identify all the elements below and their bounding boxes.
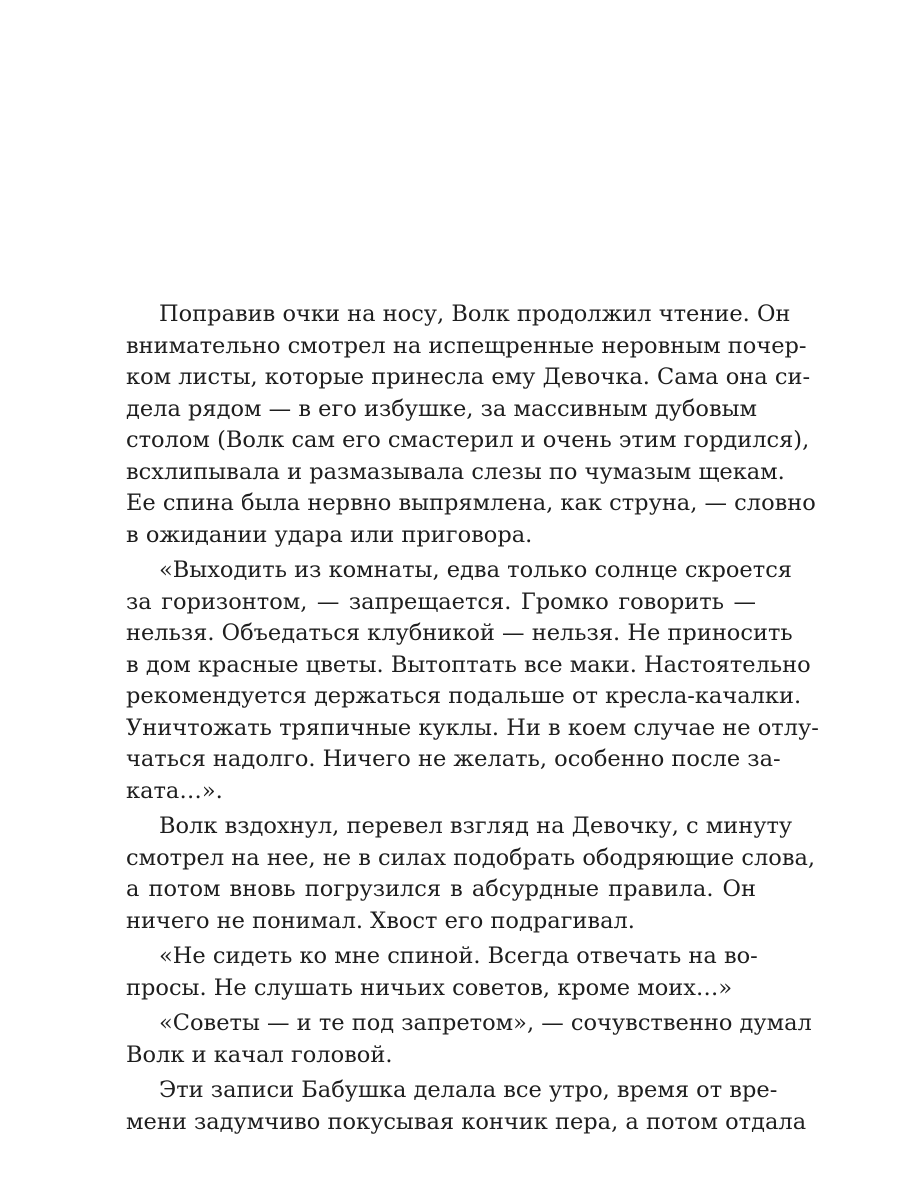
paragraph: [126, 941, 756, 1004]
text-line: Волк вздохнул, перевел взгляд на Девочку, с минуту: [159, 813, 793, 839]
text-line: Эти записи Бабушка делала все утро, время от вре-: [159, 1077, 778, 1103]
paragraph: [126, 555, 819, 807]
paragraph: [126, 1075, 807, 1138]
paragraph: [126, 1008, 812, 1071]
paragraph: [126, 299, 816, 551]
text-line: за горизонтом, — запрещается. Громко говорить —: [126, 588, 756, 615]
body-text: [126, 299, 819, 1138]
text-line: «Выходить из комнаты, едва только солнце скроется: [159, 557, 792, 583]
text-line: просы. Не слушать ничьих советов, кроме моих…»: [126, 974, 733, 1001]
text-line: смотрел на нее, не в силах подобрать ободряющие слова,: [126, 844, 816, 871]
text-line: в дом красные цветы. Вытоптать все маки. Настоятельно: [126, 651, 811, 678]
text-line: «Советы — и те под запретом», — сочувственно думал: [159, 1010, 812, 1036]
text-line: рекомендуется держаться подальше от кресла-качалки.: [126, 683, 802, 709]
text-line: всхлипывала и размазывала слезы по чумазым щекам.: [126, 458, 785, 485]
paragraph: [126, 811, 816, 937]
text-line: ком листы, которые принесла ему Девочка. Сама она си-: [126, 364, 811, 390]
text-line: столом (Волк сам его смастерил и очень этим гордился),: [126, 427, 810, 453]
text-line: «Не сидеть ко мне спиной. Всегда отвечать на во-: [159, 943, 758, 969]
text-line: Поправив очки на носу, Волк продолжил чтение. Он: [159, 301, 791, 327]
text-line: Ее спина была нервно выпрямлена, как струна, — словно: [126, 490, 816, 516]
text-line: ничего не понимал. Хвост его подрагивал.: [126, 907, 635, 934]
text-line: внимательно смотрел на испещренные неровным почер-: [126, 332, 807, 359]
text-line: в ожидании удара или приговора.: [126, 521, 533, 548]
text-line: а потом вновь погрузился в абсурдные правила. Он: [126, 876, 756, 902]
text-line: нельзя. Объедаться клубникой — нельзя. Не приносить: [126, 620, 793, 646]
text-line: мени задумчиво покусывая кончик пера, а потом отдала: [126, 1108, 807, 1135]
text-line: ката…».: [126, 777, 223, 804]
text-line: Волк и качал головой.: [126, 1041, 393, 1068]
text-line: чаться надолго. Ничего не желать, особенно после за-: [126, 746, 781, 772]
text-line: Уничтожать тряпичные куклы. Ни в коем случае не отлу-: [126, 714, 819, 741]
text-line: дела рядом — в его избушке, за массивным дубовым: [126, 395, 758, 422]
